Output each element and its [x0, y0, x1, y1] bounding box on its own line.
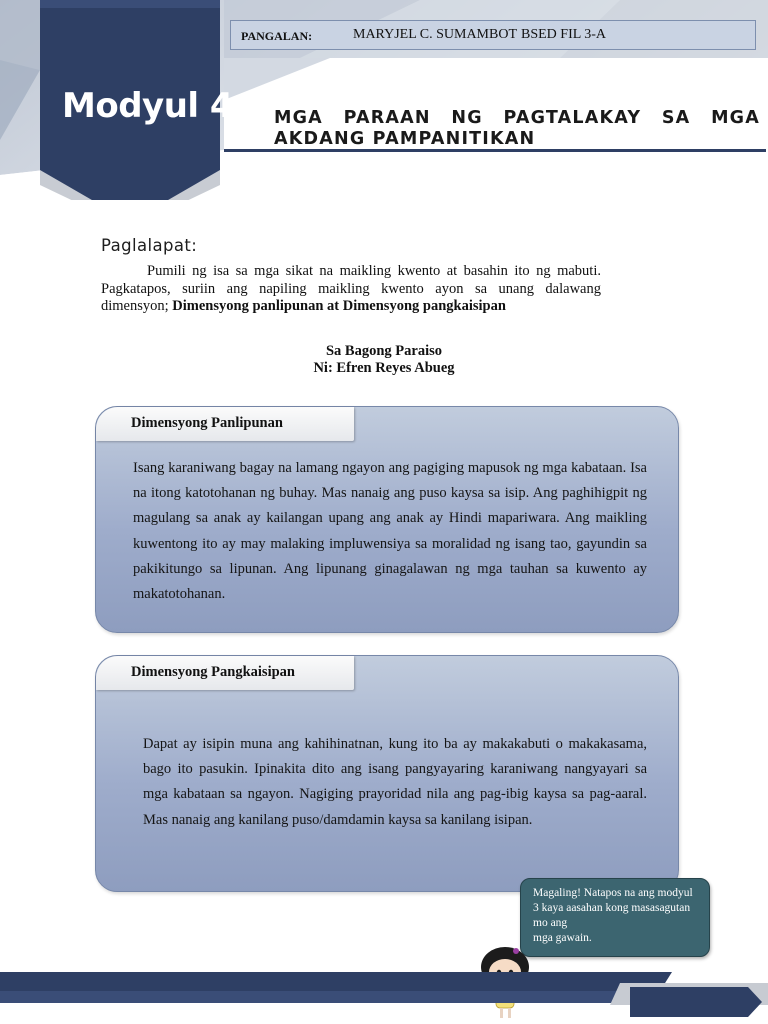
instructions-bold: Dimensyong panlipunan at Dimensyong pangkaisipan [172, 298, 506, 314]
name-label: PANGALAN: [241, 29, 313, 43]
bubble-line: mga gawain. [533, 932, 592, 944]
student-info-bar [230, 20, 756, 50]
section-body: Dapat ay isipin muna ang kahihinatnan, kung ito ba ay makakabuti o makakasama, bago ito pasukin. Ipinakita dito ang isang pangyayaring karaniwang nangyayari sa mga kabataan sa ngayon. Nagiging prayoridad nila ang pag-ibig kaysa sa pag-aaral. Mas nanaig ang kanilang puso/damdamin kaysa sa kanilang isipan. [143, 736, 647, 828]
arrow-right-icon [630, 987, 762, 1017]
section-tab [96, 656, 354, 690]
module-number-title: Modyul 4 [62, 86, 234, 126]
module-heading: MGA PARAAN NG PAGTALAKAY SA MGA AKDANG PAMPANITIKAN [274, 108, 760, 149]
section-heading: Dimensyong Panlipunan [131, 415, 283, 431]
section-body: Isang karaniwang bagay na lamang ngayon ang pagiging mapusok ng mga kabataan. Isa na itong katotohanan ng buhay. Mas nanaig ang puso kaysa sa isip. Ang paghihigpit ng magulang sa anak ay kailangan upang ang anak ay Hindi mapariwara. Ang maikling kuwentong ito ay may malaking impluwensiya sa moralidad ng isang tao, gayundin sa pakikitungo sa lipunan. Ang lipunang ginagalawan ng mga tauhan sa kuwento ay makatotohanan. [133, 460, 647, 603]
bubble-line: 3 kaya aasahan kong masasagutan [533, 902, 691, 914]
footer-bar [0, 945, 768, 1024]
story-author: Ni: Efren Reyes Abueg [313, 360, 455, 376]
student-name: MARYJEL C. SUMAMBOT [353, 27, 518, 42]
bubble-line: mo ang [533, 917, 568, 929]
section-box-panlipunan [95, 406, 679, 633]
instructions-body: Pumili ng isa sa mga sikat na maikling kwento at basahin ito ng mabuti. Pagkatapos, suriin ang napiling maikling kwento ayon sa unang dalawang dimensyon; [101, 263, 601, 314]
instructions-text [101, 263, 601, 316]
section-heading: Dimensyong Pangkaisipan [131, 664, 295, 680]
section-tab [96, 407, 354, 441]
heading-underline [224, 149, 766, 152]
student-section: BSED FIL 3-A [521, 27, 607, 42]
bubble-line: Magaling! Natapos na ang modyul [533, 887, 693, 899]
section-box-pangkaisipan [95, 655, 679, 892]
instructions-label: Paglalapat: [101, 236, 198, 255]
story-title: Sa Bagong Paraiso [325, 343, 442, 359]
